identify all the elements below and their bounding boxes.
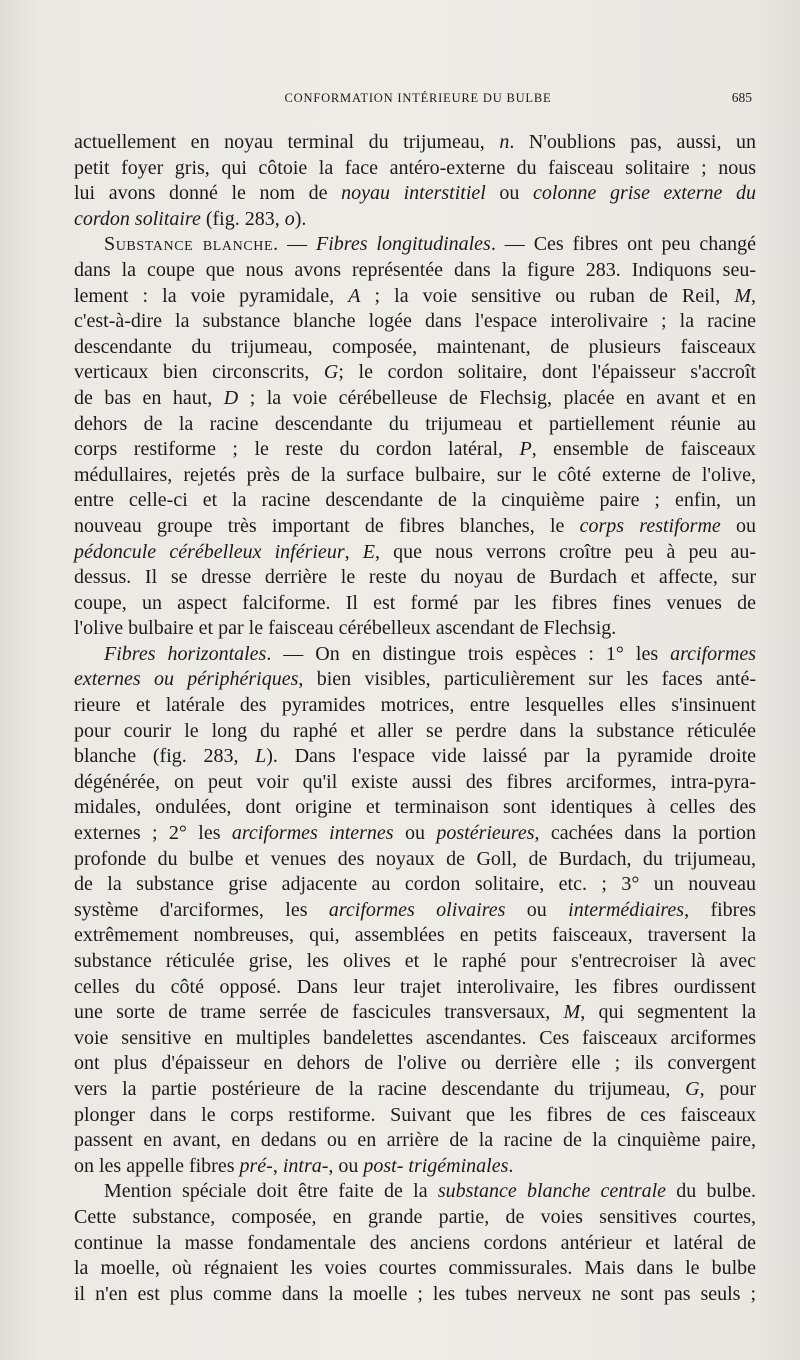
text-run: ont plus d'épaisseur en dehors de l'olive ou derrière elle ; ils convergent — [74, 1052, 756, 1075]
text-run: , bien visibles, particulièrement sur les faces anté- — [298, 668, 756, 691]
text-run: dessus. Il se dresse derrière le reste du noyau de Burdach et affecte, sur — [74, 566, 756, 589]
italic-text: intermédiaires — [568, 898, 685, 921]
text-run: passent en avant, en dedans ou en arrière de la racine de la cinquième paire, — [74, 1129, 756, 1152]
text-line — [74, 412, 756, 438]
text-run: . — Ces fibres ont peu changé — [490, 233, 756, 256]
text-line — [74, 975, 756, 1001]
text-run: coupe, un aspect falciforme. Il est formé par les fibres fines venues de — [74, 591, 756, 614]
text-run: pour courir le long du raphé et aller se perdre dans la substance réticulée — [74, 719, 756, 742]
italic-text: Fibres longitudinales — [316, 233, 491, 256]
section-heading: Substance blanche — [104, 233, 274, 256]
text-line — [74, 1154, 756, 1180]
italic-text: o — [284, 207, 295, 230]
text-run: ; la voie cérébelleuse de Flechsig, placée en avant et en — [238, 386, 756, 409]
text-run: dehors de la racine descendante du trijumeau et partiellement réunie au — [74, 412, 756, 435]
text-run: , — [272, 1154, 283, 1177]
text-line — [74, 923, 756, 949]
text-line — [74, 898, 756, 924]
text-run: du bulbe. — [666, 1180, 756, 1203]
italic-text: arciformes internes — [231, 822, 394, 845]
italic-text: G — [685, 1077, 700, 1100]
text-line — [74, 565, 756, 591]
text-run: , qui segmentent la — [580, 1001, 756, 1024]
text-run: . — [508, 1154, 514, 1177]
italic-text: M — [734, 284, 751, 307]
text-run: c'est-à-dire la substance blanche logée dans l'espace interolivaire ; la racine — [74, 310, 756, 333]
italic-text: arciformes olivaires — [328, 898, 506, 921]
italic-text: corps restiforme — [579, 514, 721, 537]
text-line — [74, 667, 756, 693]
text-line — [74, 284, 756, 310]
italic-text: Fibres horizontales — [104, 642, 267, 665]
italic-text: externes ou périphériques — [74, 668, 299, 691]
text-run: ou — [393, 822, 437, 845]
italic-text: pédoncule cérébelleux inférieur — [74, 540, 345, 563]
text-run: . — On en distingue trois espèces : 1° les — [266, 642, 671, 665]
italic-text: P — [519, 438, 532, 461]
body-text — [74, 130, 756, 1307]
text-run: descendante du trijumeau, composée, maintenant, de plusieurs faisceaux — [74, 335, 756, 358]
text-line — [74, 719, 756, 745]
text-run: vers la partie postérieure de la racine descendante du trijumeau, — [74, 1077, 686, 1100]
text-run: , cachées dans la portion — [534, 822, 757, 845]
text-run: (fig. 283, — [200, 207, 285, 230]
italic-text: n — [499, 131, 510, 153]
text-run: celles du côté opposé. Dans leur trajet interolivaire, les fibres ourdissent — [74, 975, 756, 998]
text-run: . N'oublions pas, aussi, un — [509, 131, 757, 153]
text-line — [74, 1051, 756, 1077]
text-run: on les appelle fibres — [74, 1154, 240, 1177]
text-line — [74, 821, 756, 847]
text-run: entre celle-ci et la racine descendante de la cinquième paire ; enfin, un — [74, 489, 756, 512]
text-line — [74, 1128, 756, 1154]
text-line — [74, 1077, 756, 1103]
text-line — [74, 1179, 756, 1205]
italic-text: M — [563, 1001, 581, 1024]
text-run: rieure et latérale des pyramides motrices, entre lesquelles elles s'insinuent — [74, 694, 756, 717]
text-run: , pour — [699, 1077, 756, 1100]
italic-text: D — [223, 386, 239, 409]
text-line — [74, 463, 756, 489]
text-line — [74, 232, 756, 258]
text-line — [74, 744, 756, 770]
text-run: actuellement en noyau terminal du trijumeau, — [74, 131, 500, 153]
text-run: , que nous verrons croître peu à peu au- — [374, 540, 757, 563]
italic-text: substance blanche centrale — [437, 1180, 667, 1203]
text-run: une sorte de trame serrée de fascicules transversaux, — [74, 1001, 564, 1024]
text-run: voie sensitive en multiples bandelettes ascendantes. Ces faisceaux arciformes — [74, 1026, 756, 1049]
text-line — [74, 386, 756, 412]
text-line — [74, 1103, 756, 1129]
text-run: . — — [273, 233, 316, 256]
italic-text: L — [255, 745, 267, 768]
text-run: , — [344, 540, 363, 563]
page-header — [84, 88, 752, 108]
text-line — [74, 591, 756, 617]
text-line — [74, 514, 756, 540]
text-run: , ensemble de faisceaux — [531, 438, 756, 461]
text-line — [74, 1205, 756, 1231]
italic-text: pré- — [239, 1154, 273, 1177]
italic-text: post- trigéminales — [363, 1154, 509, 1177]
italic-text: colonne grise externe du — [533, 182, 756, 205]
text-run: nouveau groupe très important de fibres blanches, le — [74, 514, 580, 537]
italic-text: A — [348, 284, 361, 307]
text-run: l'olive bulbaire et par le faisceau cérébelleux ascendant de Flechsig. — [74, 617, 617, 640]
text-line — [74, 437, 756, 463]
text-run: , fibres — [684, 898, 757, 921]
text-line — [74, 360, 756, 386]
text-run: ou — [485, 182, 534, 205]
text-run: système d'arciformes, les — [74, 898, 329, 921]
text-line — [74, 642, 756, 668]
text-run: dans la coupe que nous avons représentée dans la figure 283. Indiquons seu- — [74, 258, 756, 281]
text-line — [74, 130, 756, 156]
text-run: petit foyer gris, qui côtoie la face antéro-externe du faisceau solitaire ; nous — [74, 156, 756, 179]
text-line — [74, 949, 756, 975]
text-line — [74, 540, 756, 566]
text-run: midales, ondulées, dont origine et terminaison sont identiques à celles des — [74, 796, 756, 819]
text-run: ou — [505, 898, 569, 921]
page-number: 685 — [731, 90, 752, 105]
text-run: verticaux bien circonscrits, — [74, 361, 324, 384]
text-run: ; le cordon solitaire, dont l'épaisseur s'accroît — [338, 361, 756, 384]
text-line — [74, 1256, 756, 1282]
text-run: externes ; 2° les — [74, 822, 232, 845]
text-run: continue la masse fondamentale des anciens cordons antérieur et latéral de — [74, 1231, 756, 1254]
text-line — [74, 207, 756, 233]
text-line — [74, 872, 756, 898]
text-run: plonger dans le corps restiforme. Suivant que les fibres de ces faisceaux — [74, 1103, 756, 1126]
text-line — [74, 309, 756, 335]
text-run: ou — [720, 514, 757, 537]
italic-text: postérieures — [436, 822, 535, 845]
text-line — [74, 1026, 756, 1052]
text-line — [74, 156, 756, 182]
text-run: de bas en haut, — [74, 386, 224, 409]
text-run: ). — [294, 207, 307, 230]
text-run: Mention spéciale doit être faite de la — [104, 1180, 438, 1203]
text-run: la moelle, où régnaient les voies courtes commissurales. Mais dans le bulbe — [74, 1257, 756, 1280]
text-run: lement : la voie pyramidale, — [74, 284, 349, 307]
text-run: ). Dans l'espace vide laissé par la pyramide droite — [266, 745, 756, 768]
text-run: , — [751, 284, 756, 307]
text-run: ; la voie sensitive ou ruban de Reil, — [360, 284, 735, 307]
italic-text: intra- — [282, 1154, 329, 1177]
text-run: extrêmement nombreuses, qui, assemblées en petits faisceaux, traversent la — [74, 924, 756, 947]
italic-text: noyau interstitiel — [341, 182, 486, 205]
text-run: substance réticulée grise, les olives et le raphé pour s'entrecroiser là avec — [74, 950, 756, 972]
italic-text: cordon solitaire — [74, 207, 201, 230]
text-run: corps restiforme ; le reste du cordon latéral, — [74, 438, 520, 461]
text-line — [74, 795, 756, 821]
italic-text: arciformes — [670, 642, 756, 665]
text-line — [74, 1282, 756, 1308]
text-line — [74, 335, 756, 361]
text-run: dégénérée, on peut voir qu'il existe aussi des fibres arciformes, intra-pyra- — [74, 770, 756, 793]
text-run: il n'en est plus comme dans la moelle ; les tubes nerveux ne sont pas seuls ; — [74, 1282, 756, 1305]
text-line — [74, 693, 756, 719]
text-run: profonde du bulbe et venues des noyaux de Goll, de Burdach, du trijumeau, — [74, 847, 756, 870]
italic-text: G — [323, 361, 339, 384]
text-run: médullaires, rejetés près de la surface bulbaire, sur le côté externe de l'olive, — [74, 463, 756, 486]
text-run: Cette substance, composée, en grande partie, de voies sensitives courtes, — [74, 1205, 756, 1228]
text-run: , ou — [328, 1154, 364, 1177]
running-title: CONFORMATION INTÉRIEURE DU BULBE — [284, 91, 552, 105]
text-line — [74, 258, 756, 284]
text-line — [74, 1231, 756, 1257]
text-run: lui avons donné le nom de — [74, 182, 342, 205]
text-run: de la substance grise adjacente au cordon solitaire, etc. ; 3° un nouveau — [74, 873, 756, 896]
text-line — [74, 181, 756, 207]
text-line — [74, 488, 756, 514]
text-run: blanche (fig. 283, — [74, 745, 256, 768]
text-line — [74, 1000, 756, 1026]
text-line — [74, 847, 756, 873]
italic-text: E — [362, 540, 375, 563]
text-line — [74, 770, 756, 796]
text-line — [74, 616, 756, 642]
